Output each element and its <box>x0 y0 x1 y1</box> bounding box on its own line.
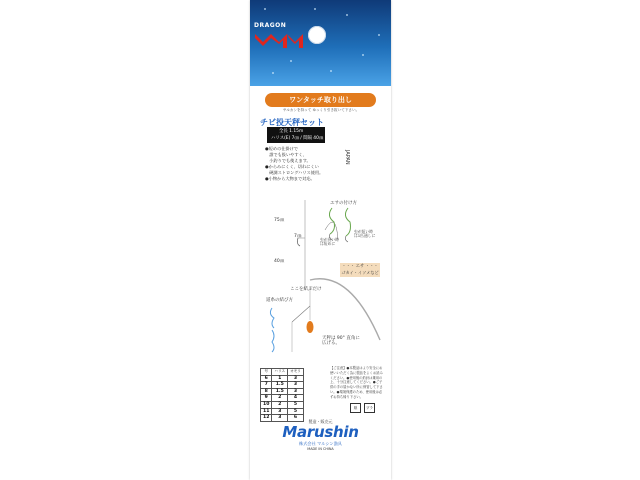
spec-harisu: ハリス(E) 7㎝ / 間隔 40㎝ <box>271 136 324 141</box>
header-panel <box>250 0 391 86</box>
cell: 1.5 <box>272 382 288 389</box>
dragon-logo-icon <box>253 30 305 50</box>
feature-line: 誰でも扱いやすく、 <box>265 152 307 157</box>
cell: 1 <box>272 375 288 382</box>
product-title: チビ投天秤セット <box>260 118 324 127</box>
bait-box <box>340 263 380 277</box>
length-40-label: 40㎝ <box>274 259 285 264</box>
cell: 9 <box>261 395 272 402</box>
spec-total: 全長 1.15m <box>279 129 304 134</box>
header-cell: ハリス <box>272 369 288 376</box>
sparkle <box>314 8 316 10</box>
sparkle <box>264 8 266 10</box>
sparkle <box>272 72 274 74</box>
cell: 3 <box>272 415 288 422</box>
banner-note: サルカンを持って ゆっくり引き抜いて下さい。 <box>282 108 360 112</box>
tie-here-label: ここを結ぶだけ <box>290 287 322 292</box>
spec-box <box>267 127 325 143</box>
feature-list <box>265 146 335 182</box>
sparkle <box>362 54 364 56</box>
cell: 6 <box>288 415 304 422</box>
brand-logo: Marushin <box>282 423 359 441</box>
cell: 7 <box>261 382 272 389</box>
cell: 2 <box>272 395 288 402</box>
bait-howto-label: エサの付け方 <box>330 201 357 206</box>
rig-diagram <box>250 190 391 365</box>
brand-word: DRAGON <box>254 22 287 29</box>
cell: 3 <box>272 408 288 415</box>
sparkle <box>378 34 380 36</box>
cell: 10 <box>261 401 272 408</box>
cell: 8 <box>261 388 272 395</box>
sparkle <box>290 60 292 62</box>
cell: 12 <box>261 415 272 422</box>
table-row <box>261 395 304 402</box>
hang-hole <box>308 26 326 44</box>
bait-note-left: 虫が長い時は短めに <box>320 237 339 247</box>
cell: 5 <box>288 408 304 415</box>
recycle-plastic-icon: プラ <box>364 403 375 413</box>
origin-label: MADE IN CHINA <box>307 447 334 451</box>
table-row <box>261 408 304 415</box>
cell: 3 <box>288 382 304 389</box>
table-row <box>261 382 304 389</box>
feature-line: ●短めの仕掛けで <box>265 146 298 151</box>
company-name: 株式会社 マルシン漁具 <box>299 441 342 446</box>
cell: 2 <box>272 401 288 408</box>
recycle-paper-icon: 紙 <box>350 403 361 413</box>
cell: 3 <box>288 388 304 395</box>
cell: 11 <box>261 408 272 415</box>
japan-mark: JAPAN <box>344 150 350 165</box>
caution-text: 【ご注意】●本製品はより安全にお使いいただく為に製品をよくお読みください。●使用後の釣針は棄用の上、十分注意してください。●ご子供の手の届かない所に保管して下さい。●環境保護のため、使用後は必ずお持ち帰り下さい。 <box>330 366 383 399</box>
feature-line: 硬調ストロングハリス使用。 <box>265 170 324 175</box>
feature-line: ●小物から大物まで対応。 <box>265 176 315 181</box>
cell: 5 <box>288 401 304 408</box>
length-75-label: 75㎝ <box>274 218 285 223</box>
table-row <box>261 401 304 408</box>
feature-line: 小釣りでも使えます。 <box>265 158 311 163</box>
table-header <box>261 369 304 376</box>
table-row <box>261 388 304 395</box>
product-card <box>250 0 391 480</box>
header-cell: 号 <box>261 369 272 376</box>
sparkle <box>330 70 332 72</box>
cell: 3 <box>288 375 304 382</box>
length-7-label: 7㎝ <box>294 234 302 239</box>
banner-label: ワンタッチ取り出し <box>289 96 352 104</box>
feature-line: ●からみにくく、切れにくい <box>265 164 319 169</box>
cell: 4 <box>288 395 304 402</box>
bait-note-right: 虫が短い時は1匹通しに <box>354 229 376 239</box>
tenbin-note: 天秤は 90° 直角に広げる。 <box>322 336 360 347</box>
one-touch-banner <box>265 93 376 107</box>
bait-box-items: ゴカイ・イソメなど <box>341 269 379 275</box>
header-cell: オモリ <box>288 369 304 376</box>
size-table <box>260 368 304 422</box>
sparkle <box>346 14 348 16</box>
knot-label: 道糸の結び方 <box>266 298 293 303</box>
table-row <box>261 375 304 382</box>
cell: 1.5 <box>272 388 288 395</box>
cell: 6 <box>261 375 272 382</box>
bait-box-title: ・・・ エサ ・・・ <box>341 263 379 268</box>
maker-label: 製造・販売元 <box>308 419 333 424</box>
